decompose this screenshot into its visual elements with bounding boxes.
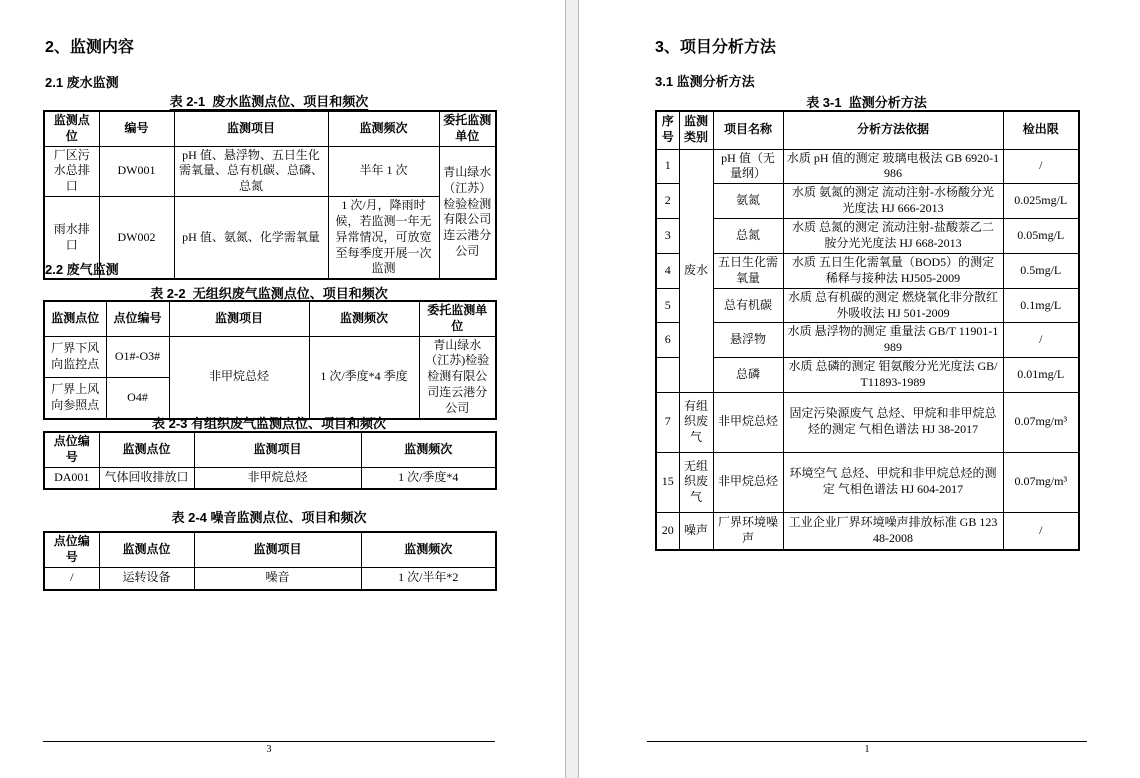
table-2-3 (43, 431, 497, 490)
table-cell-no: 1 (656, 149, 679, 184)
table-row (44, 567, 496, 590)
table-row (656, 254, 1079, 289)
column-header: 监测频次 (309, 301, 419, 336)
table-2-3-caption: 表 2-3 有组织废气监测点位、项目和频次 (151, 416, 386, 431)
table-row (44, 532, 496, 567)
table-cell-limit: / (1003, 149, 1079, 184)
table-cell-merged-unit: 青山绿水（江苏）检验检测有限公司连云港分公司 (439, 146, 496, 279)
table-cell-method: 水质 五日生化需氧量（BOD5）的测定 稀释与接种法 HJ505-2009 (783, 254, 1003, 289)
column-header: 监测项目 (194, 432, 361, 467)
table-cell: 运转设备 (99, 567, 194, 590)
column-header: 监测类别 (679, 111, 713, 149)
column-header: 序号 (656, 111, 679, 149)
table-cell-no: 15 (656, 452, 679, 512)
table-cell-method: 水质 总氮的测定 流动注射-盐酸萘乙二胺分光光度法 HJ 668-2013 (783, 219, 1003, 254)
table-cell: 半年 1 次 (328, 146, 439, 196)
table-cell-item: 总有机碳 (713, 288, 783, 323)
table-cell: 1 次/月，降雨时候，若监测一年无异常情况，可放宽至每季度开展一次监测 (328, 197, 439, 280)
section-heading-3-1: 3.1 监测分析方法 (655, 74, 755, 89)
left-page-title: 2、监测内容 (45, 39, 134, 56)
table-row (656, 288, 1079, 323)
table-row (44, 467, 496, 489)
table-3-1-caption: 表 3-1 监测分析方法 (806, 95, 927, 110)
table-cell-limit: 0.07mg/m³ (1003, 392, 1079, 452)
table-cell-no: 6 (656, 323, 679, 358)
table-cell-method: 水质 pH 值的测定 玻璃电极法 GB 6920-1986 (783, 149, 1003, 184)
table-cell-merged-item: 非甲烷总烃 (169, 336, 309, 419)
table-cell: DW001 (99, 146, 174, 196)
table-cell-no: 5 (656, 288, 679, 323)
table-cell-merged-unit: 青山绿水（江苏)检验检测有限公司连云港分公司 (419, 336, 496, 419)
table-cell-item: 悬浮物 (713, 323, 783, 358)
column-header: 编号 (99, 111, 174, 146)
column-header: 监测点位 (99, 432, 194, 467)
right-page-title: 3、项目分析方法 (655, 39, 776, 56)
table-cell: O4# (106, 377, 169, 418)
column-header: 监测频次 (328, 111, 439, 146)
column-header: 监测项目 (169, 301, 309, 336)
table-cell: 雨水排口 (44, 197, 99, 280)
table-row (656, 358, 1079, 393)
table-cell-item: 厂界环境噪声 (713, 512, 783, 550)
table-cell-limit: / (1003, 323, 1079, 358)
column-header: 委托监测单位 (439, 111, 496, 146)
page-right (579, 0, 1140, 778)
table-cell: 非甲烷总烃 (194, 467, 361, 489)
table-row (656, 392, 1079, 452)
table-cell-item: pH 值（无量纲） (713, 149, 783, 184)
section-heading-2-2: 2.2 废气监测 (45, 262, 119, 277)
table-cell-limit: 0.01mg/L (1003, 358, 1079, 393)
table-cell-method: 工业企业厂界环境噪声排放标准 GB 12348-2008 (783, 512, 1003, 550)
table-cell-no: 2 (656, 184, 679, 219)
page-left (0, 0, 565, 778)
table-2-4 (43, 531, 497, 591)
table-cell: DA001 (44, 467, 99, 489)
table-row (44, 301, 496, 336)
table-row (44, 111, 496, 146)
column-header: 分析方法依据 (783, 111, 1003, 149)
table-2-4-caption: 表 2-4 噪音监测点位、项目和频次 (171, 510, 367, 525)
table-cell-category: 噪声 (679, 512, 713, 550)
table-cell: pH 值、氨氮、化学需氧量 (174, 197, 328, 280)
table-cell-no: 7 (656, 392, 679, 452)
table-cell: 气体回收排放口 (99, 467, 194, 489)
column-header: 监测点位 (44, 301, 106, 336)
table-cell-item: 总氮 (713, 219, 783, 254)
table-cell-limit: 0.07mg/m³ (1003, 452, 1079, 512)
table-cell: 1 次/季度*4 (361, 467, 496, 489)
table-cell: 厂界上风向参照点 (44, 377, 106, 418)
table-cell: pH 值、悬浮物、五日生化需氧量、总有机碳、总磷、总氮 (174, 146, 328, 196)
column-header: 监测项目 (174, 111, 328, 146)
table-cell: 厂区污水总排口 (44, 146, 99, 196)
table-cell-no (656, 358, 679, 393)
table-cell-item: 非甲烷总烃 (713, 392, 783, 452)
table-row (656, 184, 1079, 219)
table-row (656, 452, 1079, 512)
column-header: 点位编号 (44, 532, 99, 567)
table-cell-method: 环境空气 总烃、甲烷和非甲烷总烃的测定 气相色谱法 HJ 604-2017 (783, 452, 1003, 512)
table-cell-category: 有组织废气 (679, 392, 713, 452)
page-number: 1 (864, 744, 870, 755)
table-cell-item: 非甲烷总烃 (713, 452, 783, 512)
table-cell-method: 水质 氨氮的测定 流动注射-水杨酸分光光度法 HJ 666-2013 (783, 184, 1003, 219)
table-cell-limit: 0.05mg/L (1003, 219, 1079, 254)
column-header: 监测项目 (194, 532, 361, 567)
section-heading-2-1: 2.1 废水监测 (45, 75, 119, 90)
column-header: 监测点位 (99, 532, 194, 567)
table-cell-item: 氨氮 (713, 184, 783, 219)
table-cell-category: 废水 (679, 149, 713, 392)
table-2-2-caption: 表 2-2 无组织废气监测点位、项目和频次 (150, 286, 388, 301)
page-number: 3 (266, 744, 272, 755)
table-cell-method: 水质 悬浮物的测定 重量法 GB/T 11901-1989 (783, 323, 1003, 358)
table-2-1 (43, 110, 497, 280)
table-cell: 1 次/半年*2 (361, 567, 496, 590)
table-2-2 (43, 300, 497, 420)
table-cell-no: 4 (656, 254, 679, 289)
page-gap-divider (565, 0, 579, 778)
table-cell-method: 固定污染源废气 总烃、甲烷和非甲烷总烃的测定 气相色谱法 HJ 38-2017 (783, 392, 1003, 452)
table-row (656, 323, 1079, 358)
table-cell-limit: 0.1mg/L (1003, 288, 1079, 323)
table-cell-no: 3 (656, 219, 679, 254)
table-cell-method: 水质 总有机碳的测定 燃烧氧化非分散红外吸收法 HJ 501-2009 (783, 288, 1003, 323)
table-cell: DW002 (99, 197, 174, 280)
table-2-1-caption: 表 2-1 废水监测点位、项目和频次 (169, 94, 369, 109)
table-row (656, 111, 1079, 149)
table-cell-limit: 0.025mg/L (1003, 184, 1079, 219)
table-cell-limit: 0.5mg/L (1003, 254, 1079, 289)
table-cell: O1#-O3# (106, 336, 169, 377)
right-page-footer (647, 741, 1087, 755)
table-cell-no: 20 (656, 512, 679, 550)
table-row (44, 336, 496, 377)
table-row (656, 219, 1079, 254)
table-row (656, 149, 1079, 184)
table-3-1 (655, 110, 1080, 551)
table-cell-method: 水质 总磷的测定 钼氨酸分光光度法 GB/T11893-1989 (783, 358, 1003, 393)
column-header: 点位编号 (44, 432, 99, 467)
column-header: 监测频次 (361, 432, 496, 467)
left-page-footer (43, 741, 495, 755)
column-header: 监测点位 (44, 111, 99, 146)
table-row (44, 146, 496, 196)
table-cell: 厂界下风向监控点 (44, 336, 106, 377)
column-header: 委托监测单位 (419, 301, 496, 336)
column-header: 点位编号 (106, 301, 169, 336)
table-row (44, 432, 496, 467)
table-cell-merged-freq: 1 次/季度*4 季度 (309, 336, 419, 419)
table-cell-item: 五日生化需氧量 (713, 254, 783, 289)
table-cell: 噪音 (194, 567, 361, 590)
column-header: 监测频次 (361, 532, 496, 567)
table-cell: / (44, 567, 99, 590)
table-row (656, 512, 1079, 550)
table-cell-item: 总磷 (713, 358, 783, 393)
column-header: 检出限 (1003, 111, 1079, 149)
column-header: 项目名称 (713, 111, 783, 149)
table-cell-limit: / (1003, 512, 1079, 550)
table-cell-category: 无组织废气 (679, 452, 713, 512)
